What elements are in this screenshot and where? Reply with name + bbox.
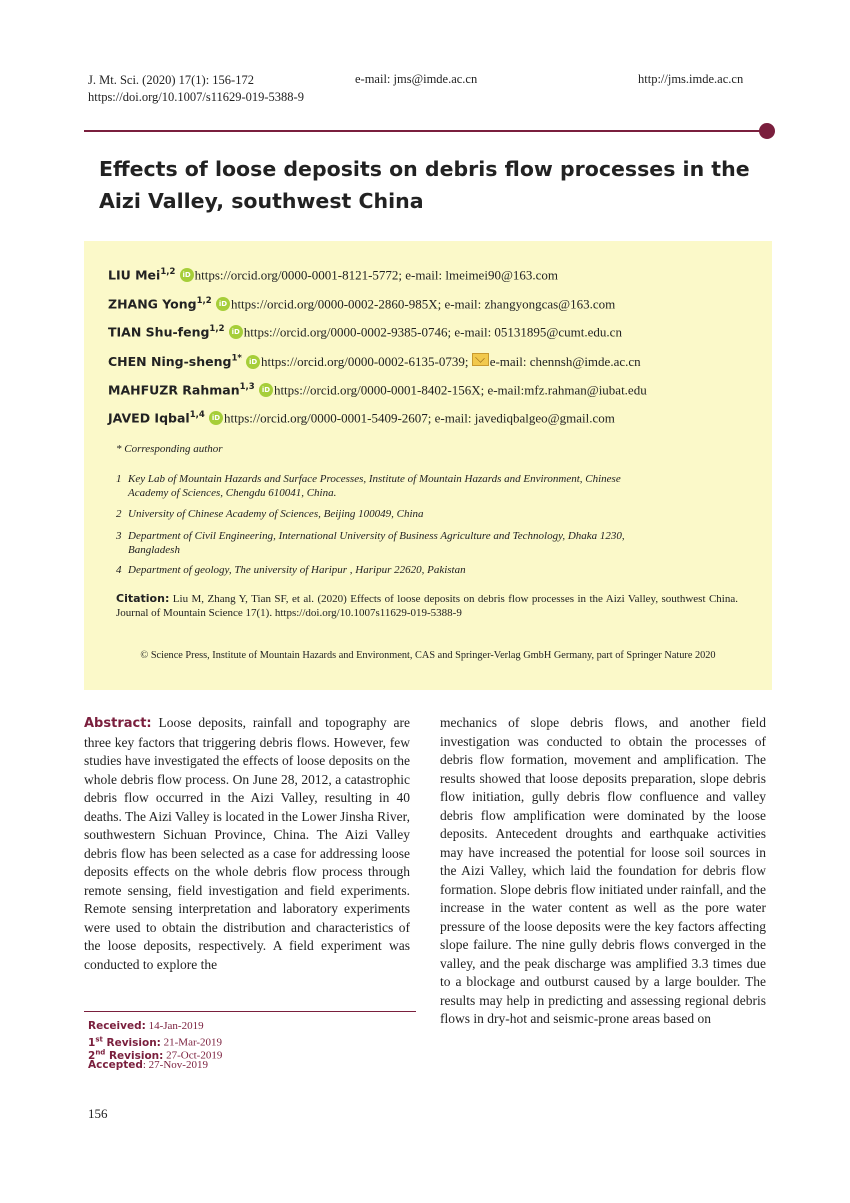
author-affil-sup: 1* bbox=[231, 353, 242, 364]
author-email[interactable]: e-mail: chennsh@imde.ac.cn bbox=[489, 354, 641, 369]
orcid-icon[interactable]: iD bbox=[246, 355, 260, 369]
affiliation-number: 1 bbox=[116, 473, 122, 485]
author-4 bbox=[108, 353, 641, 370]
affiliation-3 bbox=[116, 529, 738, 557]
header-rule bbox=[84, 130, 766, 132]
article-title: Effects of loose deposits on debris flow processes in the Aizi Valley, southwest China bbox=[99, 157, 750, 213]
page-number: 156 bbox=[88, 1106, 108, 1121]
second-revision-num: 2 bbox=[88, 1049, 96, 1062]
author-details[interactable]: https://orcid.org/0000-0002-2860-985X; e-mail: zhangyongcas@163.com bbox=[230, 296, 616, 312]
author-affil-sup: 1,3 bbox=[239, 382, 255, 392]
accepted-value: : 27-Nov-2019 bbox=[142, 1059, 208, 1071]
affiliation-2 bbox=[116, 507, 738, 521]
first-revision-label: Revision: bbox=[106, 1036, 161, 1049]
affiliation-1 bbox=[116, 472, 738, 500]
second-revision-label: Revision: bbox=[108, 1049, 164, 1062]
abstract-right-column bbox=[440, 714, 766, 1029]
author-3 bbox=[108, 324, 622, 340]
affiliation-number: 4 bbox=[116, 564, 122, 576]
orcid-icon[interactable]: iD bbox=[259, 383, 273, 397]
author-affil-sup: 1,2 bbox=[160, 267, 176, 277]
header-rule-dot bbox=[759, 123, 775, 139]
author-name: TIAN Shu-feng bbox=[108, 324, 210, 340]
author-affil-sup: 1,2 bbox=[209, 324, 225, 334]
abstract-text-left: Loose deposits, rainfall and topography are three key factors that triggering debris flows. However, few studies have investigated the effects of loose deposits on the whole debris flow process. On June 28, 2012, a catastrophic debris flow occurred in the Aizi Valley, resulting in 40 deaths. The Aizi Valley is located in the Lower Jinsha River, southwestern Sichuan Province, China. The Aizi Valley debris flow has been selected as a case for addressing loose deposits effects on the whole debris flow process through remote sensing, field investigation and field experiments. Remote sensing interpretation and laboratory experiments were used to obtain the distribution and characteristics of the loose deposits, respectively. A field experiment was conducted to explore the bbox=[84, 715, 410, 972]
journal-reference: J. Mt. Sci. (2020) 17(1): 156-172 bbox=[88, 73, 254, 87]
author-details[interactable]: https://orcid.org/0000-0001-8121-5772; e-mail: lmeimei90@163.com bbox=[194, 267, 559, 283]
author-6 bbox=[108, 410, 615, 426]
affiliation-number: 2 bbox=[116, 508, 122, 520]
first-revision-sup: st bbox=[95, 1035, 103, 1043]
author-name: ZHANG Yong bbox=[108, 296, 197, 312]
corresponding-author-note: * Corresponding author bbox=[116, 443, 223, 455]
first-revision-num: 1 bbox=[88, 1036, 96, 1049]
author-2 bbox=[108, 296, 615, 312]
second-revision-sup: nd bbox=[95, 1048, 106, 1056]
affiliation-text-cont: Bangladesh bbox=[128, 544, 180, 556]
abstract-text-right: mechanics of slope debris flows, and another field investigation was conducted to obtain the processes of debris flow formation, movement and amplification. The results showed that loose deposits preparation, slope debris flow initiation, gully debris flow confluence and valley debris flow amplification were dominated by the loose deposits. Antecedent droughts and earthquake activities may have increased the potential for loose soil sources in the Aizi Valley, which laid the foundation for debris flow formation. Slope debris flow initiated under rainfall, and the increase in the water content as well as the pore water pressure of the loose deposits were the key factors affecting slope failure. The nine gully debris flows converged in the valley, and the peak discharge was amplified 3.3 times due to a blockage and outburst caused by a large boulder. The results may help in predicting and assessing regional debris flows in dry-hot and seismic-prone areas based on bbox=[440, 715, 766, 1026]
abstract-label: Abstract: bbox=[84, 716, 152, 731]
affiliation-text: Key Lab of Mountain Hazards and Surface Processes, Institute of Mountain Hazards and Environment, Chinese bbox=[128, 473, 621, 485]
author-5 bbox=[108, 382, 647, 398]
citation-label: Citation: bbox=[116, 592, 170, 605]
affiliation-text: Department of Civil Engineering, International University of Business Agriculture and Technology, Dhaka 1230, bbox=[128, 530, 625, 542]
copyright-notice: © Science Press, Institute of Mountain Hazards and Environment, CAS and Springer-Verlag GmbH Germany, part of Springer Nature 2020 bbox=[140, 650, 716, 661]
author-name: CHEN Ning-sheng bbox=[108, 354, 232, 369]
author-1 bbox=[108, 267, 558, 283]
first-revision-value: 21-Mar-2019 bbox=[163, 1036, 223, 1049]
author-affil-sup: 1,2 bbox=[196, 296, 212, 306]
envelope-icon[interactable] bbox=[472, 353, 489, 366]
received-date bbox=[88, 1020, 204, 1033]
accepted-label: Accepted bbox=[88, 1059, 143, 1071]
abstract-left-column bbox=[84, 714, 410, 974]
author-name: MAHFUZR Rahman bbox=[108, 382, 240, 398]
orcid-icon[interactable]: iD bbox=[180, 268, 194, 282]
journal-email[interactable]: e-mail: jms@imde.ac.cn bbox=[355, 72, 478, 86]
running-header-left bbox=[88, 72, 304, 106]
author-affil-sup: 1,4 bbox=[189, 410, 205, 420]
citation bbox=[116, 592, 738, 620]
journal-url[interactable]: http://jms.imde.ac.cn bbox=[638, 72, 744, 86]
orcid-icon[interactable]: iD bbox=[229, 325, 243, 339]
doi-link[interactable]: https://doi.org/10.1007/s11629-019-5388-9 bbox=[88, 90, 304, 104]
orcid-icon[interactable]: iD bbox=[216, 297, 230, 311]
affiliation-4 bbox=[116, 563, 738, 577]
affiliation-text: Department of geology, The university of Haripur , Haripur 22620, Pakistan bbox=[128, 564, 466, 576]
author-details[interactable]: https://orcid.org/0000-0001-8402-156X; e-mail:mfz.rahman@iubat.edu bbox=[273, 382, 647, 398]
author-details[interactable]: https://orcid.org/0000-0001-5409-2607; e-mail: javediqbalgeo@gmail.com bbox=[224, 410, 615, 426]
accepted-date bbox=[88, 1059, 208, 1072]
citation-text: Liu M, Zhang Y, Tian SF, et al. (2020) Effects of loose deposits on debris flow processes in the Aizi Valley, southwest China. Journal of Mountain Science 17(1). https://doi.org/10.1007s11629-019-5388-9 bbox=[116, 593, 739, 619]
received-value: 14-Jan-2019 bbox=[148, 1020, 204, 1032]
affiliation-text: University of Chinese Academy of Sciences, Beijing 100049, China bbox=[128, 508, 424, 520]
author-name: JAVED Iqbal bbox=[108, 410, 190, 426]
received-label: Received: bbox=[88, 1020, 146, 1032]
affiliation-text-cont: Academy of Sciences, Chengdu 610041, China. bbox=[128, 487, 337, 499]
author-details[interactable]: https://orcid.org/0000-0002-9385-0746; e-mail: 05131895@cumt.edu.cn bbox=[243, 324, 622, 340]
orcid-icon[interactable]: iD bbox=[209, 411, 223, 425]
revision-rule bbox=[84, 1011, 416, 1012]
second-revision-value: 27-Oct-2019 bbox=[166, 1049, 223, 1062]
author-name: LIU Mei bbox=[108, 267, 161, 283]
author-details[interactable]: https://orcid.org/0000-0002-6135-0739; bbox=[261, 354, 469, 369]
affiliation-number: 3 bbox=[116, 530, 122, 542]
